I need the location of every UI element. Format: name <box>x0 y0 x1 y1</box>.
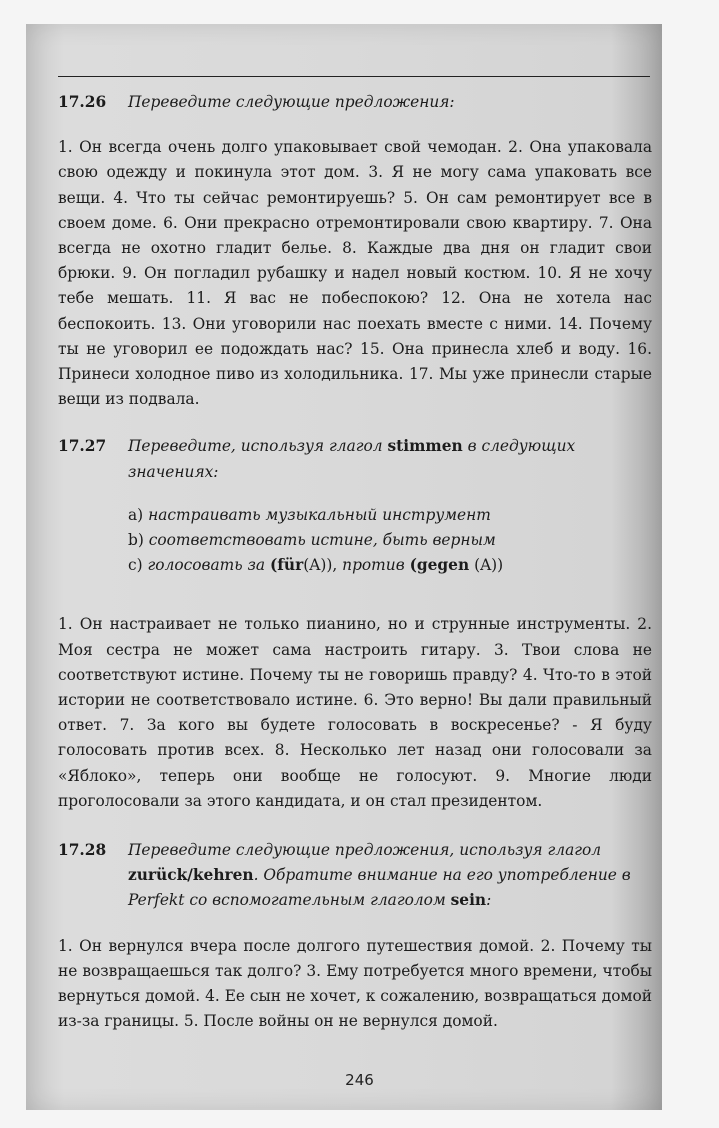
case-marker: (A)), <box>303 556 338 575</box>
exercise-17-27 <box>58 434 652 814</box>
option-a <box>128 503 652 528</box>
exercise-heading <box>58 90 652 115</box>
option-text: голосовать за <box>147 556 266 575</box>
option-c <box>128 553 652 578</box>
exercise-number: 17.27 <box>58 437 107 456</box>
case-marker: (A)) <box>474 556 504 575</box>
exercise-heading <box>58 838 652 914</box>
exercise-sentences: 1. Он всегда очень долго упаковывает свой чемодан. 2. Она упаковала свою одежду и покинула этот дом. 3. Я не могу сама упаковать все вещи. 4. Что ты сейчас ремонтируешь? 5. Он сам ремонтирует все в своем доме. 6. Они прекрасно отремонтировали свою квартиру. 7. Она всегда не охотно гладит белье. 8. Каждые два дня он гладит свои брюки. 9. Он погладил рубашку и надел новый костюм. 10. Я не хочу тебе мешать. 11. Я вас не побеспокою? 12. Она не хотела нас беспокоить. 13. Они уговорили нас поехать вместе с ними. 14. Почему ты не уговорил ее подождать нас? 15. Она принесла хлеб и воду. 16. Принеси холодное пиво из холодильника. 17. Мы уже принесли старые вещи из подвала. <box>58 138 652 409</box>
meaning-options <box>128 503 652 579</box>
instruction-part: Переведите, используя глагол <box>128 437 383 456</box>
preposition-fur: (für <box>270 556 304 575</box>
exercise-17-26 <box>58 90 652 412</box>
exercise-instruction: Переведите следующие предложения: <box>128 93 455 111</box>
top-rule <box>58 76 650 77</box>
option-text: соответствовать истине, быть верным <box>148 531 496 550</box>
tense-name: Perfekt <box>128 891 185 910</box>
exercise-number: 17.26 <box>58 93 107 111</box>
exercise-number: 17.28 <box>58 841 107 860</box>
option-text: против <box>342 556 405 575</box>
exercise-instruction <box>128 841 631 909</box>
exercise-heading <box>58 434 652 484</box>
option-letter: b) <box>128 531 144 550</box>
exercise-17-28 <box>58 838 652 1034</box>
option-letter: a) <box>128 505 144 524</box>
aux-verb-sein: sein <box>450 891 487 910</box>
exercise-sentences: 1. Он настраивает не только пианино, но и струнные инструменты. 2. Моя сестра не может сама настроить гитару. 3. Твои слова не соответствуют истине. Почему ты не говоришь правду? 4. Что-то в этой истории не соответствовало истине. 6. Это верно! Вы дали правильный ответ. 7. За кого вы будете голосовать в воскресенье? - Я буду голосовать против всех. 8. Несколько лет назад они голосовали за «Яблоко», теперь они вообще не голосуют. 9. Многие люди проголоcовали за этого кандидата, и он стал президентом. <box>58 615 652 810</box>
instruction-part: . Обратите внимание на его употребление в <box>253 866 631 885</box>
instruction-part: в следующих значениях: <box>128 437 576 481</box>
instruction-part: Переведите следующие предложения, используя глагол <box>128 841 602 860</box>
exercise-instruction <box>128 437 575 480</box>
preposition-gegen: (gegen <box>409 556 470 575</box>
option-letter: c) <box>128 556 143 575</box>
page-number: 246 <box>345 1071 374 1089</box>
option-b <box>128 528 652 553</box>
page-content <box>58 90 652 1035</box>
instruction-part: со вспомогательным глаголом <box>189 891 446 910</box>
verb-stimmen: stimmen <box>387 437 463 456</box>
verb-zurueckkehren: zurück/kehren <box>128 866 254 885</box>
option-text: настраивать музыкальный инструмент <box>148 505 491 524</box>
instruction-colon: : <box>486 891 492 910</box>
exercise-sentences: 1. Он вернулся вчера после долгого путешествия домой. 2. Почему ты не возвращаешься так долго? 3. Ему потребуется много времени, чтобы вернуться домой. 4. Ее сын не хочет, к сожалению, возвращаться домой из-за границы. 5. После войны он не вернулся домой. <box>58 936 652 1031</box>
